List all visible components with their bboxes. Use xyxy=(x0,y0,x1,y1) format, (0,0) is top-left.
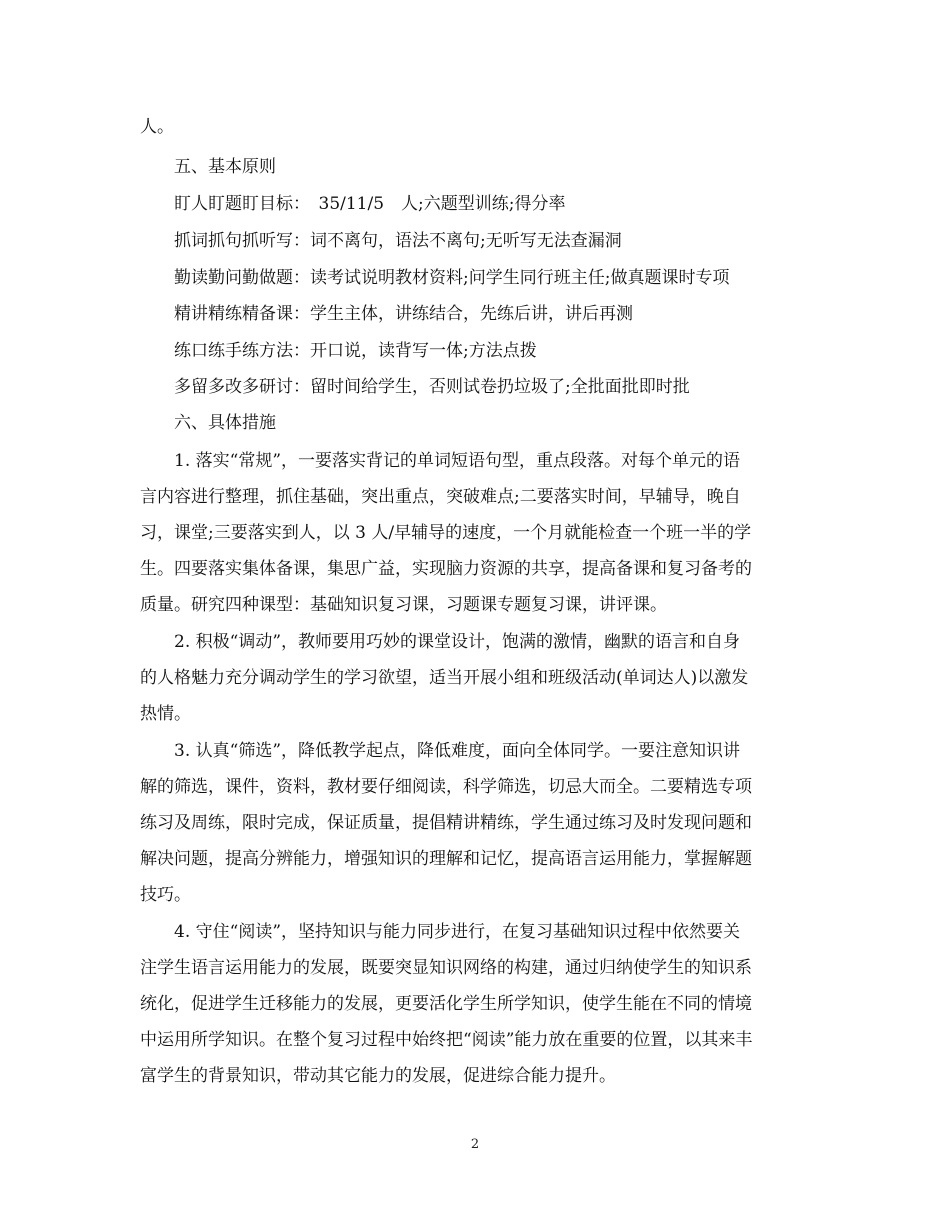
page-number: 2 xyxy=(470,1137,480,1152)
paragraph-4-line-5: 富学生的背景知识，带动其它能力的发展，促进综合能力提升。 xyxy=(140,1066,616,1086)
paragraph-2-line-1: 2. 积极“调动”，教师要用巧妙的课堂设计，饱满的激情，幽默的语言和自身 xyxy=(174,632,741,652)
paragraph-4-line-4: 中运用所学知识。在整个复习过程中始终把“阅读”能力放在重要的位置，以其来丰 xyxy=(140,1030,753,1050)
paragraph-3-line-2: 解的筛选，课件，资料，教材要仔细阅读，科学筛选，切忌大而全。二要精选专项 xyxy=(140,777,752,797)
principle-line-2: 抓词抓句抓听写：词不离句，语法不离句;无听写无法查漏洞 xyxy=(174,231,622,251)
principle-line-6: 多留多改多研讨：留时间给学生，否则试卷扔垃圾了;全批面批即时批 xyxy=(174,377,690,397)
paragraph-4-line-1: 4. 守住“阅读”，坚持知识与能力同步进行，在复习基础知识过程中依然要关 xyxy=(174,922,741,942)
principle-line-3: 勤读勤问勤做题：读考试说明教材资料;问学生同行班主任;做真题课时专项 xyxy=(174,268,730,288)
principle-line-4: 精讲精练精备课：学生主体，讲练结合，先练后讲，讲后再测 xyxy=(174,304,633,324)
paragraph-2-line-2: 的人格魅力充分调动学生的学习欲望，适当开展小组和班级活动(单词达人)以激发 xyxy=(140,668,749,688)
principle-line-1: 盯人盯题盯目标： 35/11/5 人;六题型训练;得分率 xyxy=(174,194,566,214)
paragraph-1-line-2: 言内容进行整理，抓住基础，突出重点，突破难点;二要落实时间，早辅导，晚自 xyxy=(140,487,741,507)
paragraph-1-line-3: 习，课堂;三要落实到人，以 3 人/早辅导的速度，一个月就能检查一个班一半的学 xyxy=(140,523,752,543)
section-heading-basic-principles: 五、基本原则 xyxy=(174,157,276,177)
paragraph-2-line-3: 热情。 xyxy=(140,704,191,724)
paragraph-3-line-1: 3. 认真“筛选”，降低教学起点，降低难度，面向全体同学。一要注意知识讲 xyxy=(174,741,741,761)
paragraph-3-line-3: 练习及周练，限时完成，保证质量，提倡精讲精练，学生通过练习及时发现问题和 xyxy=(140,813,752,833)
section-heading-specific-measures: 六、具体措施 xyxy=(174,413,276,433)
paragraph-3-line-5: 技巧。 xyxy=(140,885,191,905)
paragraph-4-line-3: 统化，促进学生迁移能力的发展，更要活化学生所学知识，使学生能在不同的情境 xyxy=(140,994,752,1014)
paragraph-1-line-5: 质量。研究四种课型：基础知识复习课，习题课专题复习课，讲评课。 xyxy=(140,595,667,615)
paragraph-4-line-2: 注学生语言运用能力的发展，既要突显知识网络的构建，通过归纳使学生的知识系 xyxy=(140,958,752,978)
principle-line-5: 练口练手练方法：开口说，读背写一体;方法点拨 xyxy=(174,341,537,361)
text-line-continuation: 人。 xyxy=(140,117,174,137)
paragraph-3-line-4: 解决问题，提高分辨能力，增强知识的理解和记忆，提高语言运用能力，掌握解题 xyxy=(140,849,752,869)
paragraph-1-line-1: 1. 落实“常规”，一要落实背记的单词短语句型，重点段落。对每个单元的语 xyxy=(174,451,741,471)
paragraph-1-line-4: 生。四要落实集体备课，集思广益，实现脑力资源的共享，提高备课和复习备考的 xyxy=(140,559,752,579)
